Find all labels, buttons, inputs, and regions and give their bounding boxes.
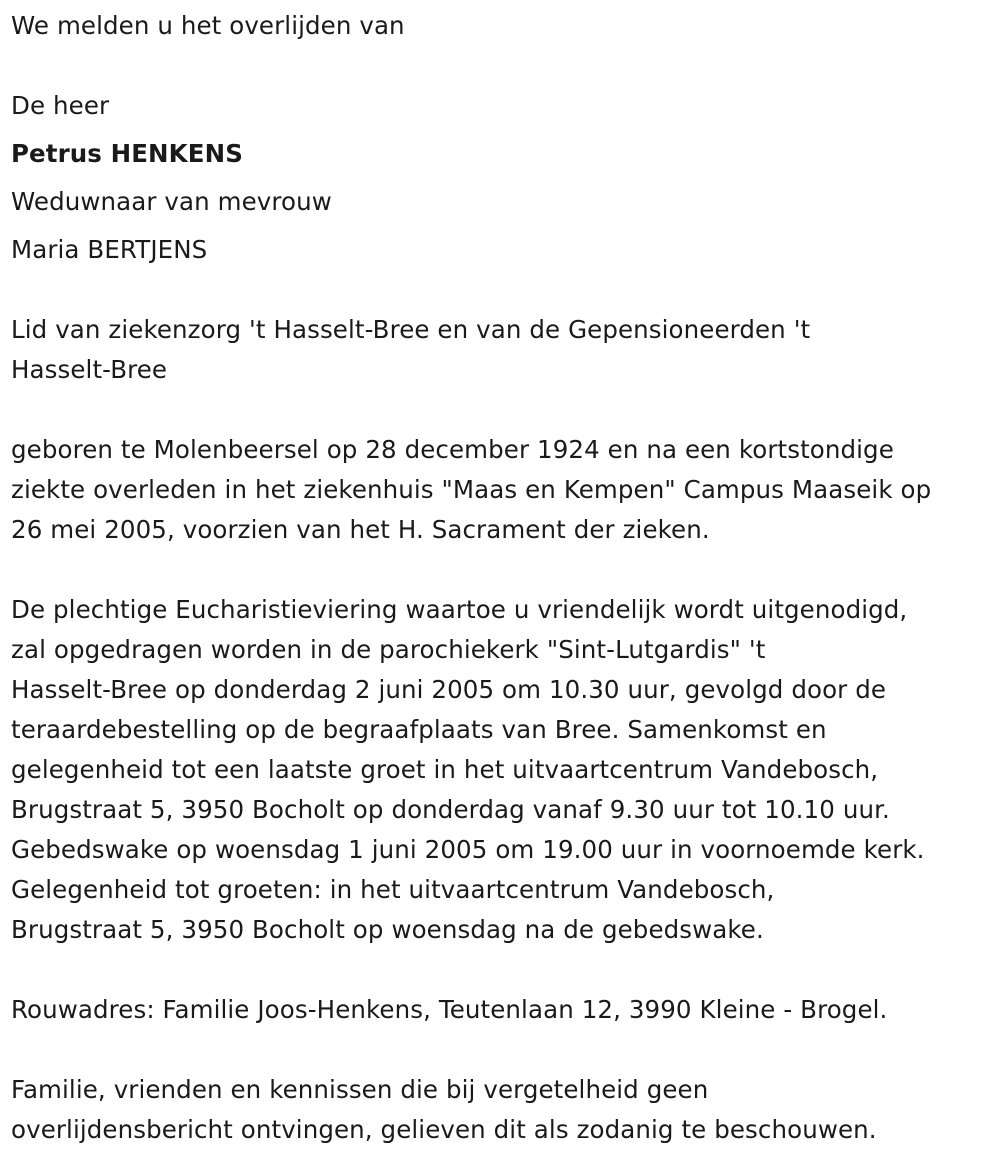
spouse-name: Maria BERTJENS	[11, 235, 208, 264]
birth-death-line: ziekte overleden in het ziekenhuis "Maas en Kempen" Campus Maaseik op	[11, 475, 932, 504]
membership-paragraph	[11, 310, 996, 390]
death-notice	[11, 6, 996, 1150]
spacer	[11, 550, 996, 590]
deceased-name: Petrus HENKENS	[11, 139, 243, 168]
birth-death-line: geboren te Molenbeersel op 28 december 1924 en na een kortstondige	[11, 435, 894, 464]
ceremony-line: Gelegenheid tot groeten: in het uitvaartcentrum Vandebosch,	[11, 875, 775, 904]
spacer	[11, 126, 996, 134]
spacer	[11, 174, 996, 182]
salutation-text: De heer	[11, 91, 110, 120]
birth-death-paragraph	[11, 430, 996, 550]
ceremony-line: Hasselt-Bree op donderdag 2 juni 2005 om 10.30 uur, gevolgd door de	[11, 675, 887, 704]
closing-line: overlijdensbericht ontvingen, gelieven dit als zodanig te beschouwen.	[11, 1115, 877, 1144]
closing-line: Familie, vrienden en kennissen die bij vergetelheid geen	[11, 1075, 709, 1104]
ceremony-paragraph	[11, 590, 996, 950]
ceremony-line: zal opgedragen worden in de parochiekerk "Sint-Lutgardis" 't	[11, 635, 766, 664]
ceremony-line: gelegenheid tot een laatste groet in het uitvaartcentrum Vandebosch,	[11, 755, 879, 784]
spacer	[11, 270, 996, 310]
ceremony-line: teraardebestelling op de begraafplaats van Bree. Samenkomst en	[11, 715, 827, 744]
intro-text: We melden u het overlijden van	[11, 11, 405, 40]
membership-line: Hasselt-Bree	[11, 355, 168, 384]
ceremony-line: De plechtige Eucharistieviering waartoe u vriendelijk wordt uitgenodigd,	[11, 595, 908, 624]
spacer	[11, 1030, 996, 1070]
mourning-address: Rouwadres: Familie Joos-Henkens, Teutenlaan 12, 3990 Kleine - Brogel.	[11, 995, 888, 1024]
ceremony-line: Brugstraat 5, 3950 Bocholt op woensdag na de gebedswake.	[11, 915, 764, 944]
ceremony-line: Brugstraat 5, 3950 Bocholt op donderdag vanaf 9.30 uur tot 10.10 uur.	[11, 795, 890, 824]
spacer	[11, 390, 996, 430]
spacer	[11, 46, 996, 86]
spacer	[11, 950, 996, 990]
birth-death-line: 26 mei 2005, voorzien van het H. Sacrament der zieken.	[11, 515, 710, 544]
ceremony-line: Gebedswake op woensdag 1 juni 2005 om 19.00 uur in voornoemde kerk.	[11, 835, 925, 864]
closing-paragraph	[11, 1070, 996, 1150]
spouse-title: Weduwnaar van mevrouw	[11, 187, 332, 216]
spacer	[11, 222, 996, 230]
membership-line: Lid van ziekenzorg 't Hasselt-Bree en van de Gepensioneerden 't	[11, 315, 811, 344]
